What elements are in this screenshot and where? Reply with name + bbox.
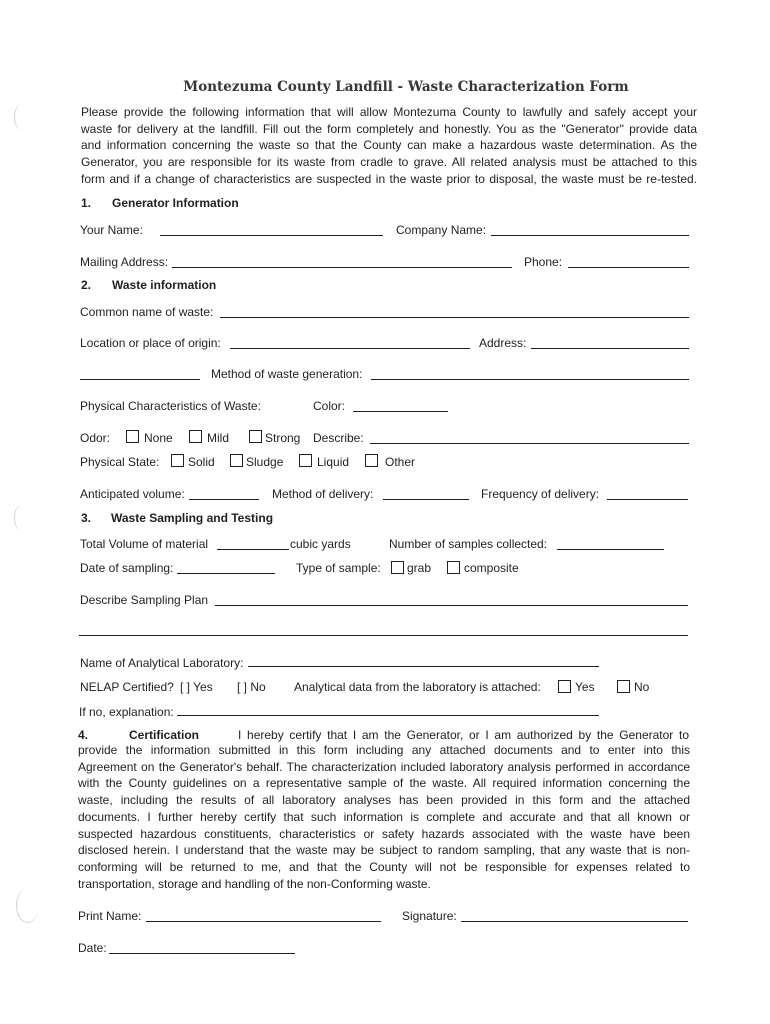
state-other-label: Other: [385, 455, 416, 469]
state-other-checkbox[interactable]: [365, 454, 378, 467]
date-sampling-label: Date of sampling:: [80, 561, 174, 575]
anticipated-volume-label: Anticipated volume:: [80, 487, 185, 501]
certification-line: suspected hazardous constituents, characteristics or safety hazards associated with the waste have been: [78, 826, 690, 841]
odor-mild-label: Mild: [207, 431, 230, 445]
intro-line: form and if a change of characteristics are suspected in the waste prior to disposal, the waste must be re-tested.: [81, 171, 697, 186]
lab-name-label: Name of Analytical Laboratory:: [80, 656, 244, 670]
section-1-number: 1.: [81, 196, 92, 210]
attached-yes-checkbox[interactable]: [558, 680, 571, 693]
signature-field[interactable]: [461, 921, 688, 922]
odor-strong-label: Strong: [265, 431, 301, 445]
method-delivery-field[interactable]: [383, 499, 469, 500]
scan-edge-mark: [14, 505, 29, 531]
lab-name-field[interactable]: [248, 666, 599, 667]
phone-field[interactable]: [568, 267, 689, 268]
method-delivery-label: Method of delivery:: [272, 487, 374, 501]
sample-composite-label: composite: [464, 561, 519, 575]
cubic-yards-label: cubic yards: [290, 537, 351, 551]
scan-edge-mark: [16, 888, 39, 923]
intro-line: Please provide the following information that will allow Montezuma County to lawfully and safely accept your: [81, 105, 697, 119]
method-generation-field[interactable]: [371, 379, 689, 380]
attached-yes-label: Yes: [575, 680, 595, 694]
common-name-label: Common name of waste:: [80, 305, 214, 319]
total-volume-field[interactable]: [217, 549, 289, 550]
frequency-delivery-label: Frequency of delivery:: [481, 487, 600, 501]
certification-line: provide the information submitted in this form including any attached documents and to enter into this: [78, 743, 690, 757]
color-label: Color:: [313, 399, 346, 413]
odor-describe-label: Describe:: [313, 431, 364, 445]
certification-line: transportation, storage and handling of the non-Conforming waste.: [78, 876, 431, 891]
method-generation-label: Method of waste generation:: [211, 367, 363, 381]
state-liquid-checkbox[interactable]: [299, 454, 312, 467]
certification-line: disclosed herein. I understand that the waste may be subject to random sampling, that any waste that is non-: [78, 843, 690, 858]
sampling-plan-field-line-2[interactable]: [79, 635, 688, 636]
sample-grab-label: grab: [407, 561, 432, 575]
state-solid-label: Solid: [188, 455, 215, 469]
form-title: Montezuma County Landfill - Waste Characterization Form: [183, 79, 629, 95]
your-name-field[interactable]: [160, 235, 383, 236]
sample-composite-checkbox[interactable]: [447, 561, 460, 574]
odor-mild-checkbox[interactable]: [189, 430, 202, 443]
company-name-field[interactable]: [491, 235, 689, 236]
state-liquid-label: Liquid: [317, 455, 350, 469]
state-sludge-checkbox[interactable]: [230, 454, 243, 467]
mailing-address-field[interactable]: [172, 267, 512, 268]
certification-line: Agreement on the Generator's behalf. The characterization included laboratory analysis performed in accordance: [78, 759, 690, 774]
sample-grab-checkbox[interactable]: [391, 561, 404, 574]
nelap-yes-option[interactable]: [ ] Yes: [180, 680, 213, 694]
intro-line: waste for delivery at the landfill. Fill out the form completely and honestly. You as the "Generator" provide data: [81, 121, 697, 136]
section-4-heading: Certification: [129, 728, 200, 742]
section-2-heading: Waste information: [112, 278, 217, 292]
intro-line: Generator, you are responsible for its waste from cradle to grave. All related analysis must be attached to this: [81, 155, 697, 170]
scan-edge-mark: [14, 104, 29, 130]
type-sample-label: Type of sample:: [296, 561, 381, 575]
physical-state-label: Physical State:: [80, 455, 160, 469]
odor-none-label: None: [144, 431, 173, 445]
odor-strong-checkbox[interactable]: [249, 430, 262, 443]
waste-name-blank-field[interactable]: [80, 379, 200, 380]
signature-label: Signature:: [402, 909, 457, 923]
date-field[interactable]: [109, 953, 295, 954]
anticipated-volume-field[interactable]: [189, 499, 259, 500]
section-2-number: 2.: [81, 278, 92, 292]
num-samples-field[interactable]: [557, 549, 664, 550]
sampling-plan-label: Describe Sampling Plan: [80, 593, 209, 607]
certification-paragraph: [78, 742, 690, 892]
attached-no-checkbox[interactable]: [617, 680, 630, 693]
date-sampling-field[interactable]: [177, 573, 275, 574]
print-name-label: Print Name:: [78, 909, 142, 923]
print-name-field[interactable]: [146, 921, 381, 922]
mailing-address-label: Mailing Address:: [80, 255, 169, 269]
nelap-no-option[interactable]: [ ] No: [237, 680, 266, 694]
state-sludge-label: Sludge: [246, 455, 284, 469]
section-4-number: 4.: [78, 728, 89, 742]
explanation-field[interactable]: [177, 715, 599, 716]
physical-characteristics-label: Physical Characteristics of Waste:: [80, 399, 261, 413]
attached-no-label: No: [634, 680, 650, 694]
explanation-label: If no, explanation:: [79, 705, 174, 719]
date-label: Date:: [78, 941, 107, 955]
sampling-plan-field[interactable]: [215, 605, 688, 606]
intro-paragraph: [81, 104, 697, 188]
num-samples-label: Number of samples collected:: [389, 537, 548, 551]
section-3-heading: Waste Sampling and Testing: [111, 511, 274, 525]
intro-line: and information concerning the waste so that the County can make a hazardous waste determination. As the: [81, 138, 697, 153]
certification-line: waste, including the results of all laboratory analyses has been provided in this form and the attached: [78, 793, 690, 808]
certification-line: with the County guidelines on a representative sample of the waste. All required information concerning the: [78, 776, 690, 791]
certification-line: conforming will be returned to me, and that the County will not be responsible for expenses related to: [78, 859, 690, 874]
frequency-delivery-field[interactable]: [607, 499, 688, 500]
odor-label: Odor:: [80, 431, 111, 445]
odor-none-checkbox[interactable]: [126, 430, 139, 443]
nelap-certified-label: NELAP Certified?: [80, 680, 174, 694]
lab-attached-label: Analytical data from the laboratory is attached:: [294, 680, 541, 694]
odor-describe-field[interactable]: [370, 443, 689, 444]
total-volume-label: Total Volume of material: [80, 537, 209, 551]
common-name-field[interactable]: [220, 317, 689, 318]
section-3-number: 3.: [81, 511, 92, 525]
certification-first-line: I hereby certify that I am the Generator, or I am authorized by the Generator to: [238, 728, 689, 742]
color-field[interactable]: [353, 411, 448, 412]
phone-label: Phone:: [524, 255, 563, 269]
address-label: Address:: [479, 336, 527, 350]
location-origin-field[interactable]: [230, 348, 470, 349]
address-field[interactable]: [531, 348, 689, 349]
section-1-heading: Generator Information: [112, 196, 239, 210]
company-name-label: Company Name:: [396, 223, 487, 237]
certification-line: documents. I further hereby certify that such information is complete and accurate and that all known or: [78, 809, 690, 824]
location-origin-label: Location or place of origin:: [80, 336, 221, 350]
state-solid-checkbox[interactable]: [171, 454, 184, 467]
your-name-label: Your Name:: [80, 223, 143, 237]
